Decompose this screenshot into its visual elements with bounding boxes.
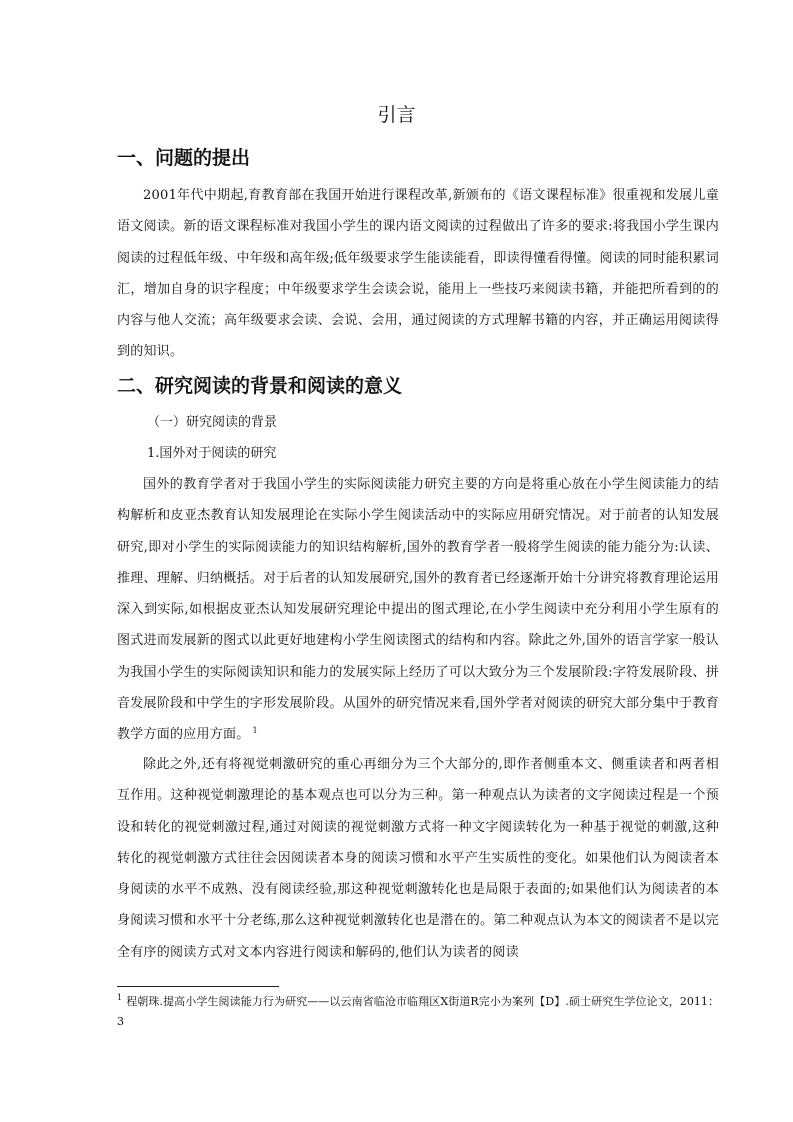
- footnote-reference[interactable]: 1: [252, 726, 258, 736]
- section-heading-problem: 一、问题的提出: [117, 147, 251, 169]
- footnote-divider: [117, 986, 279, 987]
- body-paragraph-1-text: 国外的教育学者对于我国小学生的实际阅读能力研究主要的方向是将重心放在小学生阅读能力的结构解析和皮亚杰教育认知发展理论在实际小学生阅读活动中的实际应用研究情况。对于前者的认知发展研究,即对小学生的实际阅读能力的知识结构解析,国外的教育学者一般将学生阅读的能力能分为:认读、推理、理解、归纳概括。对于后者的认知发展研究,国外的教育者已经逐渐开始十分讲究将教育理论运用深入到实际,如根据皮亚杰认知发展研究理论中提出的图式理论,在小学生阅读中充分利用小学生原有的图式进而发展新的图式以此更好地建构小学生阅读图式的结构和内容。除此之外,国外的语言学家一般认为我国小学生的实际阅读知识和能力的发展实际上经历了可以大致分为三个发展阶段:字符发展阶段、拼音发展阶段和中学生的字形发展阶段。从国外的研究情况来看,国外学者对阅读的研究大部分集中于教育教学方面的应用方面。: [117, 477, 719, 743]
- page-title: 引言: [377, 104, 416, 126]
- footnote-text: 程朝珠.提高小学生阅读能力行为研究——以云南省临沧市临翔区X街道R完小为案列【D】.硕士研究生学位论文，2011：3: [117, 995, 719, 1028]
- footnote: [117, 992, 719, 1032]
- subheading-background: （一）研究阅读的背景: [147, 415, 278, 430]
- subheading-foreign-research: 1.国外对于阅读的研究: [147, 446, 277, 461]
- section-heading-background: 二、研究阅读的背景和阅读的意义: [117, 375, 403, 397]
- footnote-mark: 1: [117, 993, 123, 1003]
- section1-paragraph: 2001年代中期起,育教育部在我国开始进行课程改革,新颁布的《语文课程标准》很重视和发展儿童语文阅读。新的语文课程标准对我国小学生的课内语文阅读的过程做出了许多的要求:将我国小学生课内阅读的过程低年级、中年级和高年级;低年级要求学生能读能看，即读得懂看得懂。阅读的同时能积累词汇，增加自身的识字程度；中年级要求学生会读会说，能用上一些技巧来阅读书籍，并能把所看到的的内容与他人交流；高年级要求会读、会说、会用，通过阅读的方式理解书籍的内容，并正确运用阅读得到的知识。: [117, 188, 719, 360]
- body-paragraph-1: [117, 469, 719, 751]
- body-paragraph-2: 除此之外,还有将视觉刺激研究的重心再细分为三个大部分的,即作者侧重本文、侧重读者和两者相互作用。这种视觉刺激理论的基本观点也可以分为三种。第一种观点认为读者的文字阅读过程是一个预设和转化的视觉刺激过程,通过对阅读的视觉刺激方式将一种文字阅读转化为一种基于视觉的刺激,这种转化的视觉刺激方式往往会因阅读者本身的阅读习惯和水平产生实质性的变化。如果他们认为阅读者本身阅读的水平不成熟、没有阅读经验,那这种视觉刺激转化也是局限于表面的;如果他们认为阅读者的本身阅读习惯和水平十分老练,那么这种视觉刺激转化也是潜在的。第二种观点认为本文的阅读者不是以完全有序的阅读方式对文本内容进行阅读和解码的,他们认为读者的阅读: [117, 757, 719, 960]
